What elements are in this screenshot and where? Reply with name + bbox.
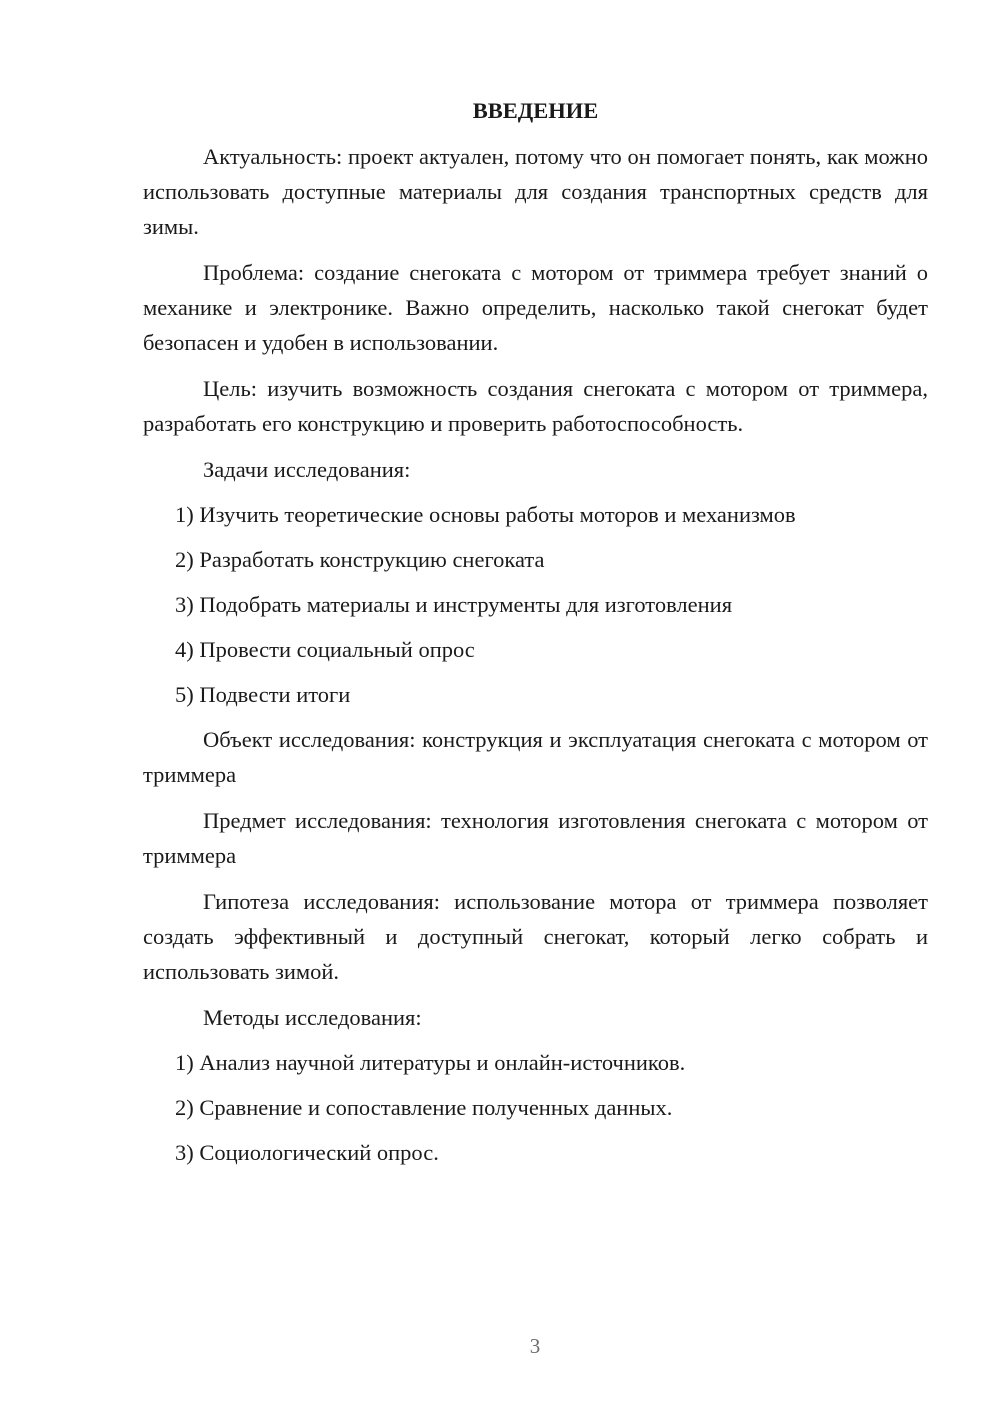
list-item: 3) Подобрать материалы и инструменты для изготовления xyxy=(175,592,733,617)
object-paragraph: Объект исследования: конструкция и эксплуатация снегоката с мотором от триммера xyxy=(143,727,928,787)
list-item: 3) Социологический опрос. xyxy=(175,1140,439,1165)
document-page xyxy=(143,96,928,1180)
tasks-heading: Задачи исследования: xyxy=(203,457,411,482)
tasks-list xyxy=(143,497,928,712)
list-item: 2) Разработать конструкцию снегоката xyxy=(175,547,545,572)
relevance-paragraph: Актуальность: проект актуален, потому что он помогает понять, как можно использовать доступные материалы для создания транспортных средств для зимы. xyxy=(143,144,928,239)
list-item: 2) Сравнение и сопоставление полученных данных. xyxy=(175,1095,673,1120)
list-item: 1) Анализ научной литературы и онлайн-источников. xyxy=(175,1050,686,1075)
page-number: 3 xyxy=(529,1334,541,1358)
methods-list xyxy=(143,1045,928,1170)
subject-paragraph: Предмет исследования: технология изготовления снегоката с мотором от триммера xyxy=(143,808,928,868)
section-title: ВВЕДЕНИЕ xyxy=(472,98,599,123)
list-item: 4) Провести социальный опрос xyxy=(175,637,475,662)
list-item: 1) Изучить теоретические основы работы моторов и механизмов xyxy=(175,502,796,527)
methods-heading: Методы исследования: xyxy=(203,1005,422,1030)
list-item: 5) Подвести итоги xyxy=(175,682,351,707)
problem-paragraph: Проблема: создание снегоката с мотором от триммера требует знаний о механике и электронике. Важно определить, насколько такой снегокат будет безопасен и удобен в использовании. xyxy=(143,260,928,355)
hypothesis-paragraph: Гипотеза исследования: использование мотора от триммера позволяет создать эффективный и доступный снегокат, который легко собрать и использовать зимой. xyxy=(143,889,928,984)
goal-paragraph: Цель: изучить возможность создания снегоката с мотором от триммера, разработать его конструкцию и проверить работоспособность. xyxy=(143,376,928,436)
